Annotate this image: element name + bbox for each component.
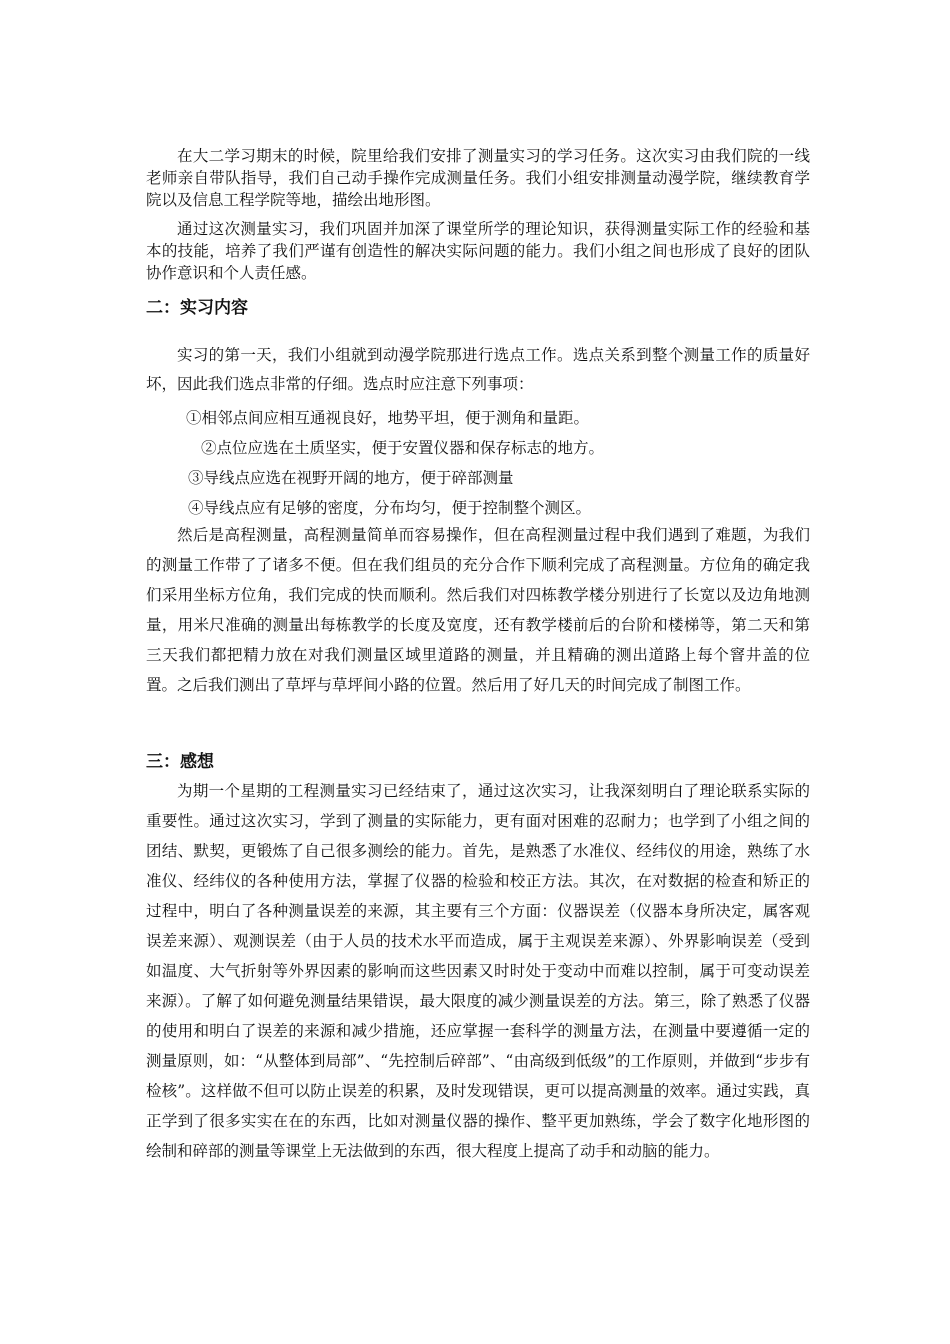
list-item: ③导线点应选在视野开阔的地方，便于碎部测量 [188, 469, 514, 487]
section2-paragraph-2: 然后是高程测量，高程测量简单而容易操作，但在高程测量过程中我们遇到了难题，为我们的测量工作带了了诸多不便。但在我们组员的充分合作下顺利完成了高程测量。方位角的确定我们采用坐标方位角，我们完成的快而顺利。然后我们对四栋教学楼分别进行了长宽以及边角地测量，用米尺准确的测量出每栋教学的长度及宽度，还有教学楼前后的台阶和楼梯等，第二天和第三天我们都把精力放在对我们测量区域里道路的测量，并且精确的测出道路上每个窨井盖的位置。之后我们测出了草坪与草坪间小路的位置。然后用了好几天的时间完成了制图工作。 [146, 526, 810, 694]
list-item: ②点位应选在土质坚实，便于安置仪器和保存标志的地方。 [201, 439, 605, 457]
list-item: ①相邻点间应相互通视良好，地势平坦，便于测角和量距。 [186, 409, 590, 427]
intro-paragraph-2: 通过这次测量实习，我们巩固并加深了课堂所学的理论知识，获得测量实际工作的经验和基本的技能，培养了我们严谨有创造性的解决实际问题的能力。我们小组之间也形成了良好的团队协作意识和个人责任感。 [146, 220, 810, 282]
section2-paragraph-1: 实习的第一天，我们小组就到动漫学院那进行选点工作。选点关系到整个测量工作的质量好坏，因此我们选点非常的仔细。选点时应注意下列事项： [146, 346, 810, 393]
section-heading-reflection: 三：感想 [146, 752, 214, 772]
section3-paragraph-1: 为期一个星期的工程测量实习已经结束了，通过这次实习，让我深刻明白了理论联系实际的重要性。通过这次实习，学到了测量的实际能力，更有面对困难的忍耐力；也学到了小组之间的团结、默契，更锻炼了自己很多测绘的能力。首先，是熟悉了水准仪、经纬仪的用途，熟练了水准仪、经纬仪的各种使用方法，掌握了仪器的检验和校正方法。其次，在对数据的检查和矫正的过程中，明白了各种测量误差的来源，其主要有三个方面：仪器误差（仪器本身所决定，属客观误差来源）、观测误差（由于人员的技术水平而造成，属于主观误差来源）、外界影响误差（受到如温度、大气折射等外界因素的影响而这些因素又时时处于变动中而难以控制，属于可变动误差来源）。了解了如何避免测量结果错误，最大限度的减少测量误差的方法。第三，除了熟悉了仪器的使用和明白了误差的来源和减少措施，还应掌握一套科学的测量方法，在测量中要遵循一定的测量原则，如：“从整体到局部”、“先控制后碎部”、“由高级到低级”的工作原则，并做到“步步有检核”。这样做不但可以防止误差的积累，及时发现错误，更可以提高测量的效率。通过实践，真正学到了很多实实在在的东西，比如对测量仪器的操作、整平更加熟练，学会了数字化地形图的绘制和碎部的测量等课堂上无法做到的东西，很大程度上提高了动手和动脑的能力。 [146, 782, 810, 1160]
intro-paragraph-1: 在大二学习期末的时候，院里给我们安排了测量实习的学习任务。这次实习由我们院的一线老师亲自带队指导，我们自己动手操作完成测量任务。我们小组安排测量动漫学院，继续教育学院以及信息工程学院等地，描绘出地形图。 [146, 147, 810, 209]
list-item: ④导线点应有足够的密度，分布均匀，便于控制整个测区。 [188, 499, 592, 517]
section-heading-content: 二：实习内容 [146, 298, 248, 318]
